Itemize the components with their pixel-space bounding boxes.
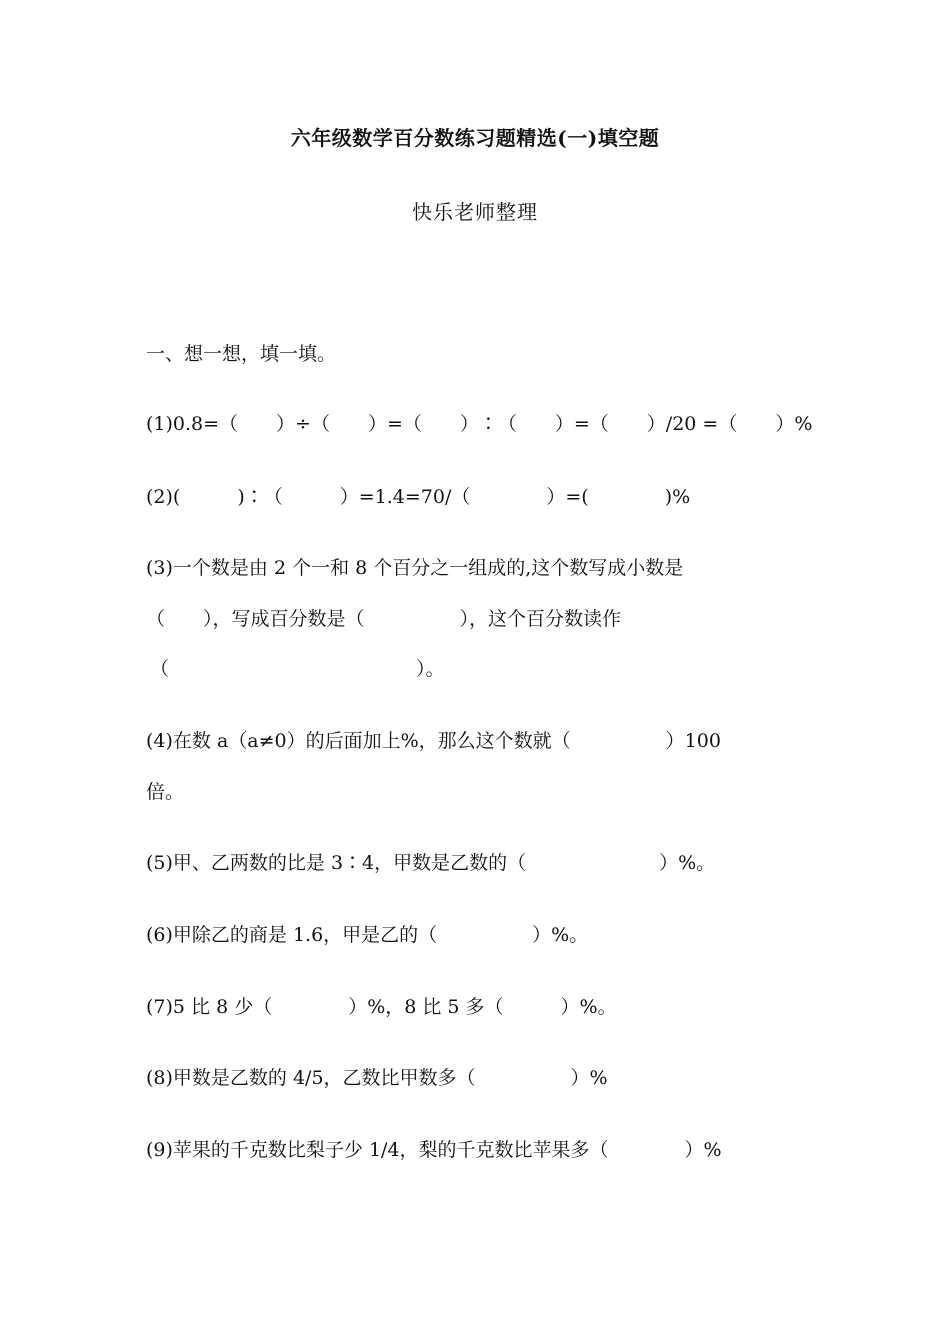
question-3-line-2: （ ），写成百分数是（ ），这个百分数读作	[146, 608, 622, 630]
question-5: (5)甲、乙两数的比是 3∶4，甲数是乙数的（ ）%。	[146, 852, 716, 874]
question-1: (1)0.8=（ ）÷（ ）=（ ）∶（ ）=（ ）/20 =（ ）%	[146, 413, 813, 435]
question-3-line-1: (3)一个数是由 2 个一和 8 个百分之一组成的,这个数写成小数是	[146, 557, 684, 579]
question-4-line-2: 倍。	[146, 781, 185, 803]
question-7: (7)5 比 8 少（ ）%，8 比 5 多（ ）%。	[146, 996, 617, 1018]
question-2: (2)( )∶（ ）=1.4=70/（ ）=( )%	[146, 486, 691, 508]
page-title: 六年级数学百分数练习题精选(一)填空题	[290, 126, 660, 150]
section-heading: 一、想一想，填一填。	[146, 343, 337, 365]
author-line: 快乐老师整理	[412, 200, 538, 224]
question-8: (8)甲数是乙数的 4/5，乙数比甲数多（ ）%	[146, 1067, 608, 1089]
question-3-line-3: （ ）。	[150, 658, 445, 680]
question-9: (9)苹果的千克数比梨子少 1/4，梨的千克数比苹果多（ ）%	[146, 1139, 722, 1161]
question-4-line-1: (4)在数 a（a≠0）的后面加上%，那么这个数就（ ）100	[146, 730, 721, 752]
question-6: (6)甲除乙的商是 1.6，甲是乙的（ ）%。	[146, 924, 589, 946]
